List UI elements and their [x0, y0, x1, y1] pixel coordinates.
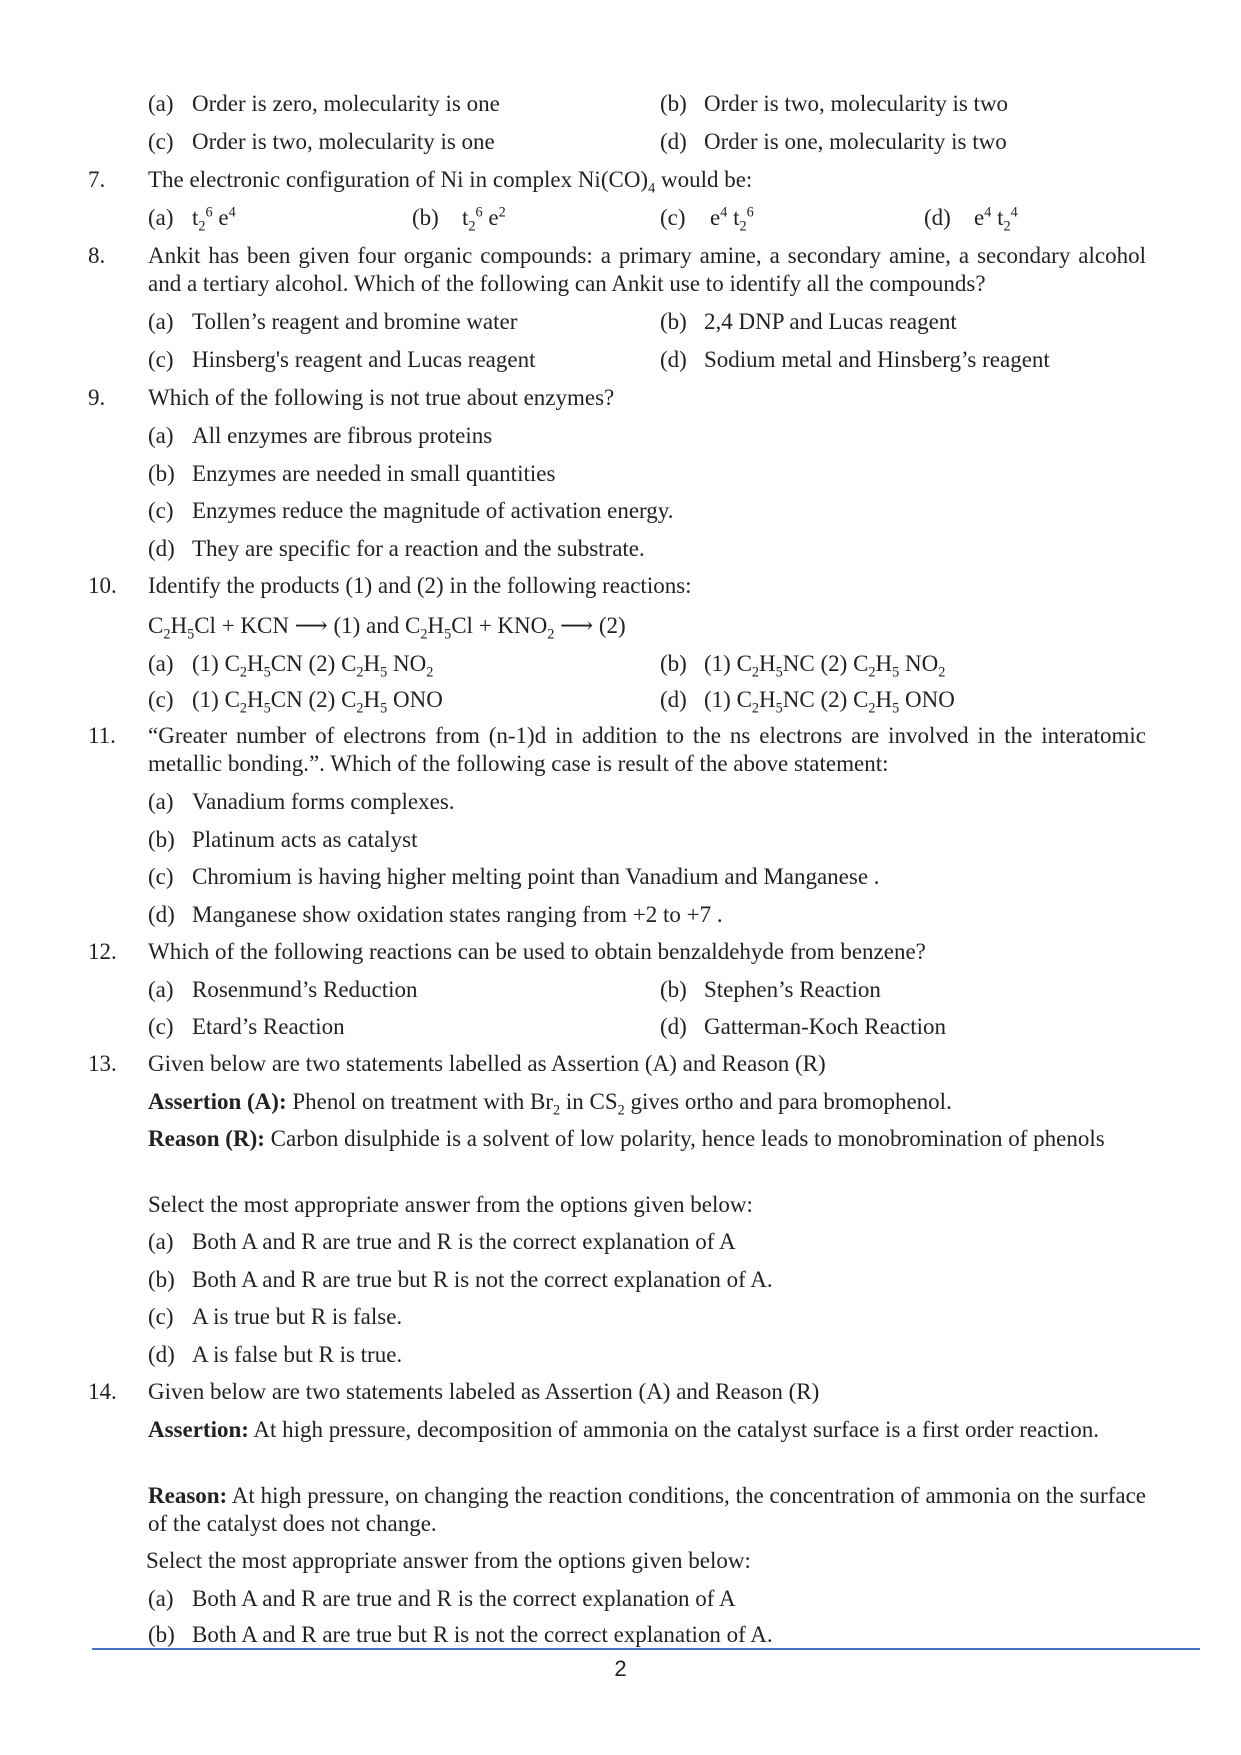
q13-reason: Reason (R): Carbon disulphide is a solvent of low polarity, hence leads to monobromination of phenols — [148, 1126, 1105, 1151]
q13-text: Given below are two statements labelled as Assertion (A) and Reason (R) — [148, 1051, 826, 1076]
q13-option-b: (b) Both A and R are true but R is not the correct explanation of A. — [148, 1267, 773, 1292]
q11-number: 11. — [88, 723, 116, 748]
q6-option-a: (a) Order is zero, molecularity is one — [148, 91, 500, 116]
q6-option-c: (c) Order is two, molecularity is one — [148, 129, 495, 154]
q6-option-d: (d) Order is one, molecularity is two — [660, 129, 1007, 154]
q10-number: 10. — [88, 573, 117, 598]
q10-option-c: (c) (1) $C_2H_5CN$ (2) $C_2H_5$ ONO — [148, 687, 443, 717]
q9-number: 9. — [88, 385, 106, 410]
q7-option-a: (a) $t_2^6$ $e^4$ — [148, 204, 236, 235]
q12-option-d: (d) Gatterman-Koch Reaction — [660, 1014, 947, 1039]
q7-number: 7. — [88, 167, 106, 192]
q8-number: 8. — [88, 243, 106, 268]
q12-number: 12. — [88, 939, 117, 964]
q12-option-a: (a) Rosenmund’s Reduction — [148, 977, 418, 1002]
q9-option-b: (b) Enzymes are needed in small quantities — [148, 461, 556, 486]
q13-number: 13. — [88, 1051, 117, 1076]
q14-assertion: Assertion: At high pressure, decomposition of ammonia on the catalyst surface is a first order reaction. — [148, 1417, 1100, 1442]
q8-option-a: (a) Tollen’s reagent and bromine water — [148, 309, 518, 334]
q9-option-c: (c) Enzymes reduce the magnitude of activation energy. — [148, 498, 674, 523]
page-number: 2 — [614, 1656, 627, 1681]
q14-option-b: (b) Both A and R are true but R is not the correct explanation of A. — [148, 1622, 773, 1647]
q12-option-b: (b) Stephen’s Reaction — [660, 977, 881, 1002]
q9-text: Which of the following is not true about enzymes? — [148, 385, 615, 410]
q13-assertion: Assertion (A): Phenol on treatment with $Br_2$ in $CS_2$ gives ortho and para bromophenol. — [148, 1089, 952, 1119]
q8-option-b: (b) 2,4 DNP and Lucas reagent — [660, 309, 957, 334]
q7-option-b: (b) $t_2^6$ $e^2$ — [412, 204, 506, 235]
q11-option-b: (b) Platinum acts as catalyst — [148, 827, 418, 852]
q13-select-instruction: Select the most appropriate answer from the options given below: — [148, 1192, 753, 1217]
q8-option-c: (c) Hinsberg's reagent and Lucas reagent — [148, 347, 536, 372]
q14-number: 14. — [88, 1379, 117, 1404]
q10-text: Identify the products (1) and (2) in the following reactions: — [148, 573, 692, 598]
arrow-icon: ⟶ — [294, 613, 328, 638]
q10-option-d: (d) (1) $C_2H_5NC$ (2) $C_2H_5$ ONO — [660, 687, 955, 717]
q7-option-c: (c) $e^4$ $t_2^6$ — [660, 204, 754, 235]
q11-option-d: (d) Manganese show oxidation states ranging from +2 to +7 . — [148, 902, 723, 927]
q8-option-d: (d) Sodium metal and Hinsberg’s reagent — [660, 347, 1050, 372]
q11-option-c: (c) Chromium is having higher melting point than Vanadium and Manganese . — [148, 864, 880, 889]
q6-option-b: (b) Order is two, molecularity is two — [660, 91, 1009, 116]
q14-reason: Reason: At high pressure, on changing the reaction conditions, the concentration of ammonia on the surface of the catalyst does not change. — [148, 1483, 1146, 1536]
q11-option-a: (a) Vanadium forms complexes. — [148, 789, 455, 814]
q13-option-a: (a) Both A and R are true and R is the correct explanation of A — [148, 1229, 736, 1254]
arrow-icon: ⟶ — [560, 613, 594, 638]
q10-option-a: (a) (1) $C_2H_5CN$ (2) $C_2H_5$ $NO_2$ — [148, 651, 434, 681]
q14-option-a: (a) Both A and R are true and R is the correct explanation of A — [148, 1586, 736, 1611]
q9-option-a: (a) All enzymes are fibrous proteins — [148, 423, 493, 448]
q7-text: The electronic configuration of Ni in complex $Ni(CO)_4$ would be: — [148, 167, 753, 197]
q12-option-c: (c) Etard’s Reaction — [148, 1014, 345, 1039]
q13-option-c: (c) A is true but R is false. — [148, 1304, 403, 1329]
q12-text: Which of the following reactions can be used to obtain benzaldehyde from benzene? — [148, 939, 926, 964]
q7-option-d: (d) $e^4$ $t_2^4$ — [924, 204, 1018, 235]
q14-select-instruction: Select the most appropriate answer from the options given below: — [146, 1548, 751, 1573]
q8-text: Ankit has been given four organic compounds: a primary amine, a secondary amine, a secondary alcohol and a tertiary alcohol. Which of the following can Ankit use to identify all the compounds? — [148, 243, 1146, 296]
q10-reaction: $C_2H_5Cl$ + KCN ⟶ (1) and $C_2H_5Cl + KNO_2$ ⟶ (2) — [148, 613, 626, 643]
q9-option-d: (d) They are specific for a reaction and the substrate. — [148, 536, 645, 561]
q11-text: “Greater number of electrons from (n-1)d in addition to the ns electrons are involved in the interatomic metallic bonding.”. Which of the following case is result of the above statement: — [148, 723, 1146, 776]
q13-option-d: (d) A is false but R is true. — [148, 1342, 403, 1367]
footer-divider — [92, 1648, 1200, 1650]
q14-text: Given below are two statements labeled as Assertion (A) and Reason (R) — [148, 1379, 820, 1404]
q10-option-b: (b) (1) $C_2H_5NC$ (2) $C_2H_5$ $NO_2$ — [660, 651, 946, 681]
